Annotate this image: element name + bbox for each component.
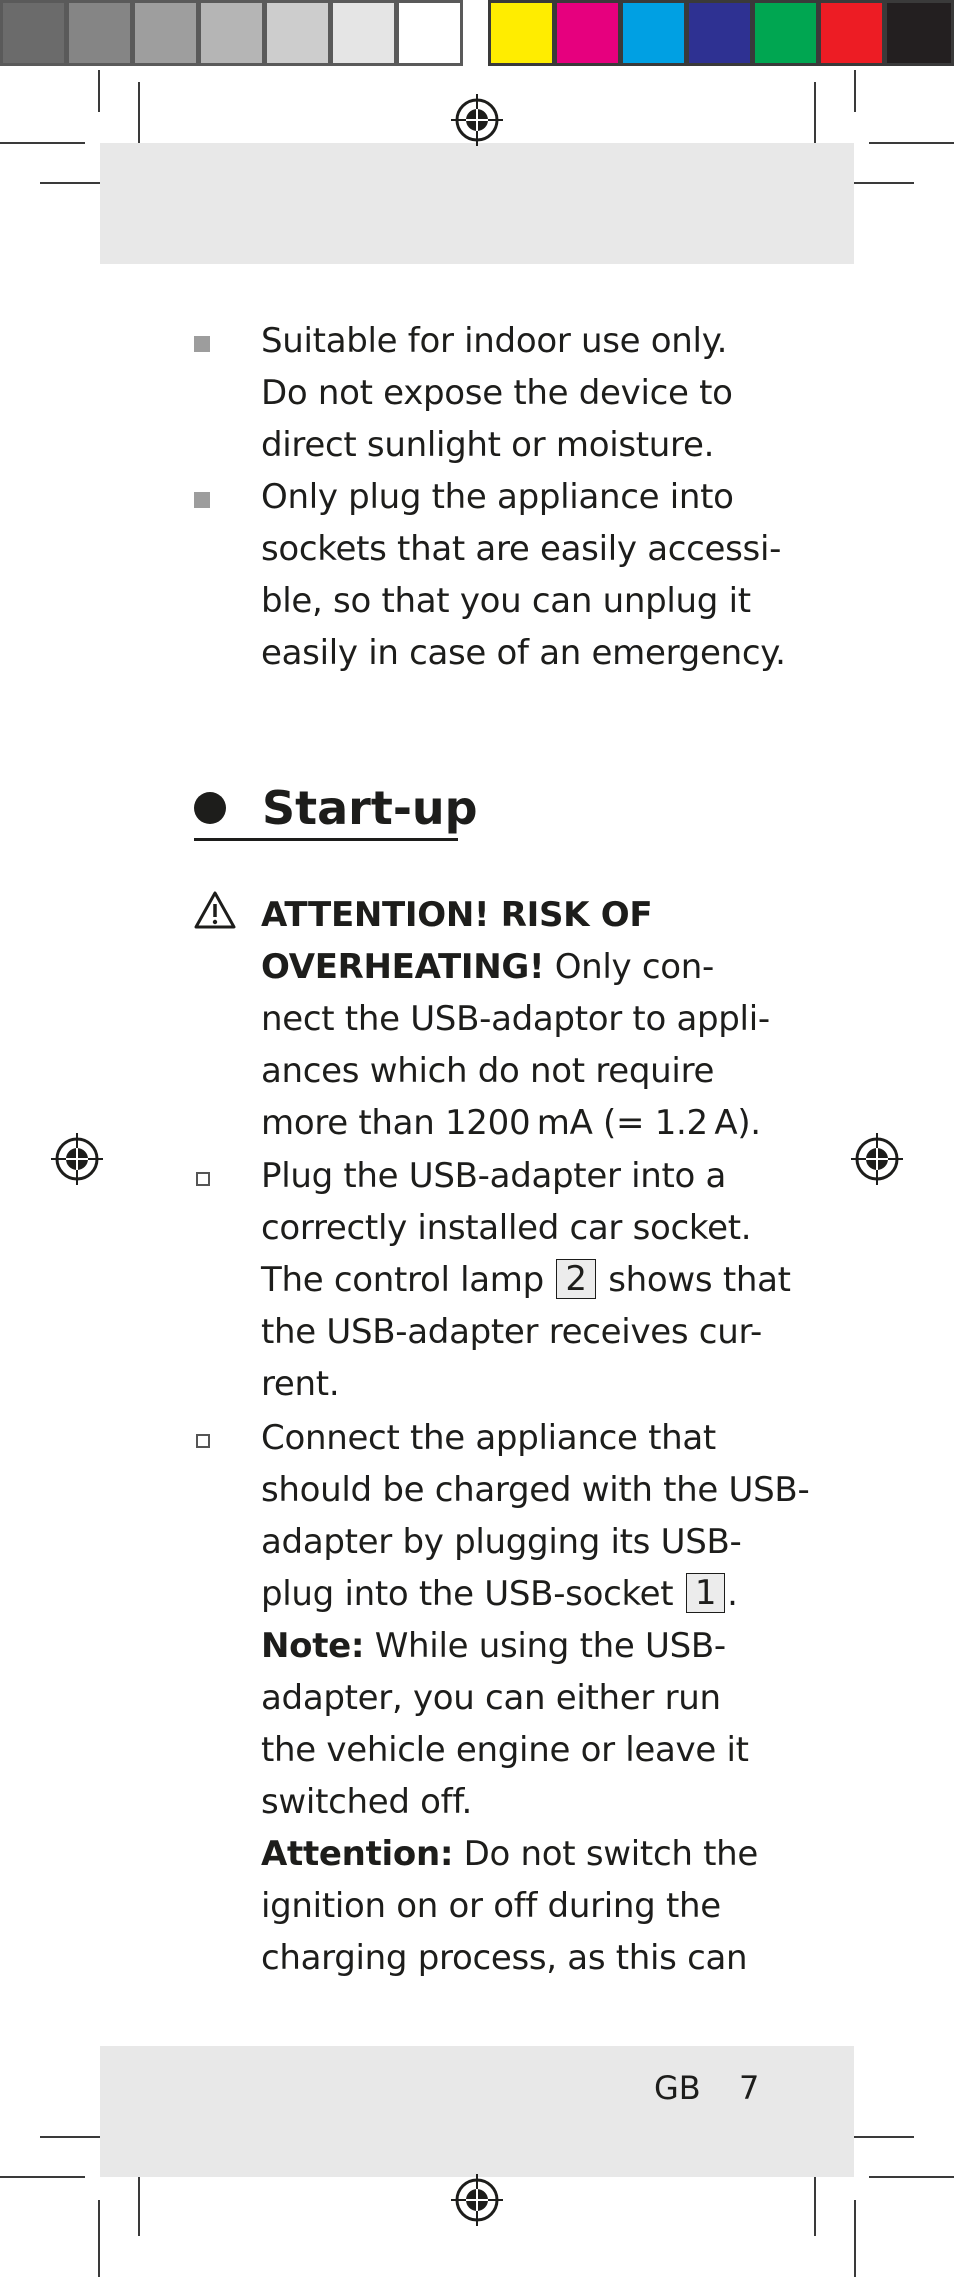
text-line: switched off.: [261, 1782, 473, 1822]
crop-mark: [854, 70, 856, 112]
text-line: [261, 941, 770, 993]
intro-item-2: [261, 471, 786, 679]
text-line: correctly installed car socket.: [261, 1208, 752, 1248]
step-text: .: [727, 1574, 738, 1614]
text-line: easily in case of an emergency.: [261, 633, 786, 673]
attention-label: Attention:: [261, 1834, 454, 1874]
calibration-swatch: [818, 0, 885, 66]
text-line: Only plug the appliance into: [261, 477, 734, 517]
text-line: nect the USB-adaptor to appli-: [261, 999, 770, 1039]
step-text: shows that: [597, 1260, 791, 1300]
text-line: [261, 1620, 809, 1672]
registration-mark-icon: [849, 1131, 905, 1187]
calibration-swatch: [330, 0, 397, 66]
crop-mark: [98, 70, 100, 112]
calibration-swatch: [884, 0, 954, 66]
step-2: [261, 1412, 809, 1984]
registration-mark-icon: [449, 92, 505, 148]
bullet-square-icon: [194, 492, 210, 508]
warning-triangle-icon: [193, 890, 237, 930]
text-line: ble, so that you can unplug it: [261, 581, 751, 621]
text-line: [261, 1828, 809, 1880]
step-1: [261, 1150, 791, 1410]
text-line: rent.: [261, 1364, 340, 1404]
part-reference-badge: 2: [556, 1259, 595, 1299]
text-line: Do not expose the device to: [261, 373, 733, 413]
footer-language: GB: [654, 2069, 701, 2107]
footer-band: [100, 2046, 854, 2177]
note-label: Note:: [261, 1626, 365, 1666]
crop-mark: [0, 142, 85, 144]
text-line: sockets that are easily accessi-: [261, 529, 782, 569]
warning-label: OVERHEATING!: [261, 947, 545, 987]
text-line: should be charged with the USB-: [261, 1470, 810, 1510]
page-number: 7: [739, 2069, 760, 2107]
calibration-swatch: [396, 0, 463, 66]
step-checkbox-icon: [196, 1434, 210, 1448]
text-line: the vehicle engine or leave it: [261, 1730, 749, 1770]
text-line: ignition on or off during the: [261, 1886, 721, 1926]
warning-block: [261, 889, 770, 1149]
crop-mark: [869, 2176, 954, 2178]
crop-mark: [98, 2200, 100, 2277]
calibration-swatch: [198, 0, 265, 66]
calibration-swatch: [686, 0, 753, 66]
step-text: plug into the USB-socket: [261, 1574, 684, 1614]
registration-mark-icon: [449, 2172, 505, 2228]
note-text: While using the USB-: [364, 1626, 726, 1666]
text-line: [261, 1254, 791, 1306]
calibration-swatch: [752, 0, 819, 66]
calibration-swatch: [554, 0, 621, 66]
warning-text: Only con-: [544, 947, 714, 987]
text-line: Plug the USB-adapter into a: [261, 1156, 727, 1196]
crop-mark: [854, 2200, 856, 2277]
text-line: the USB-adapter receives cur-: [261, 1312, 762, 1352]
text-line: direct sunlight or moisture.: [261, 425, 715, 465]
calibration-swatch: [488, 0, 555, 66]
calibration-swatch: [620, 0, 687, 66]
text-line: [261, 1568, 809, 1620]
section-title: Start-up: [262, 781, 478, 835]
intro-item-1: [261, 315, 733, 471]
text-line: adapter by plugging its USB-: [261, 1522, 742, 1562]
calibration-swatch: [132, 0, 199, 66]
crop-mark: [0, 2176, 85, 2178]
text-line: charging process, as this can: [261, 1938, 748, 1978]
step-text: The control lamp: [261, 1260, 555, 1300]
text-line: more than 1200 mA (= 1.2 A).: [261, 1103, 761, 1143]
calibration-swatch: [0, 0, 67, 66]
text-line: [261, 889, 770, 941]
attention-text: Do not switch the: [453, 1834, 758, 1874]
part-reference-badge: 1: [686, 1573, 725, 1613]
bullet-square-icon: [194, 336, 210, 352]
heading-underline: [194, 838, 458, 841]
text-line: adapter, you can either run: [261, 1678, 721, 1718]
text-line: ances which do not require: [261, 1051, 715, 1091]
text-line: Suitable for indoor use only.: [261, 321, 728, 361]
heading-bullet-icon: [194, 792, 226, 824]
crop-mark: [869, 142, 954, 144]
header-band: [100, 143, 854, 264]
text-line: Connect the appliance that: [261, 1418, 716, 1458]
registration-mark-icon: [49, 1131, 105, 1187]
step-checkbox-icon: [196, 1172, 210, 1186]
warning-label: ATTENTION! RISK OF: [261, 895, 653, 935]
calibration-swatch: [66, 0, 133, 66]
calibration-swatch: [264, 0, 331, 66]
